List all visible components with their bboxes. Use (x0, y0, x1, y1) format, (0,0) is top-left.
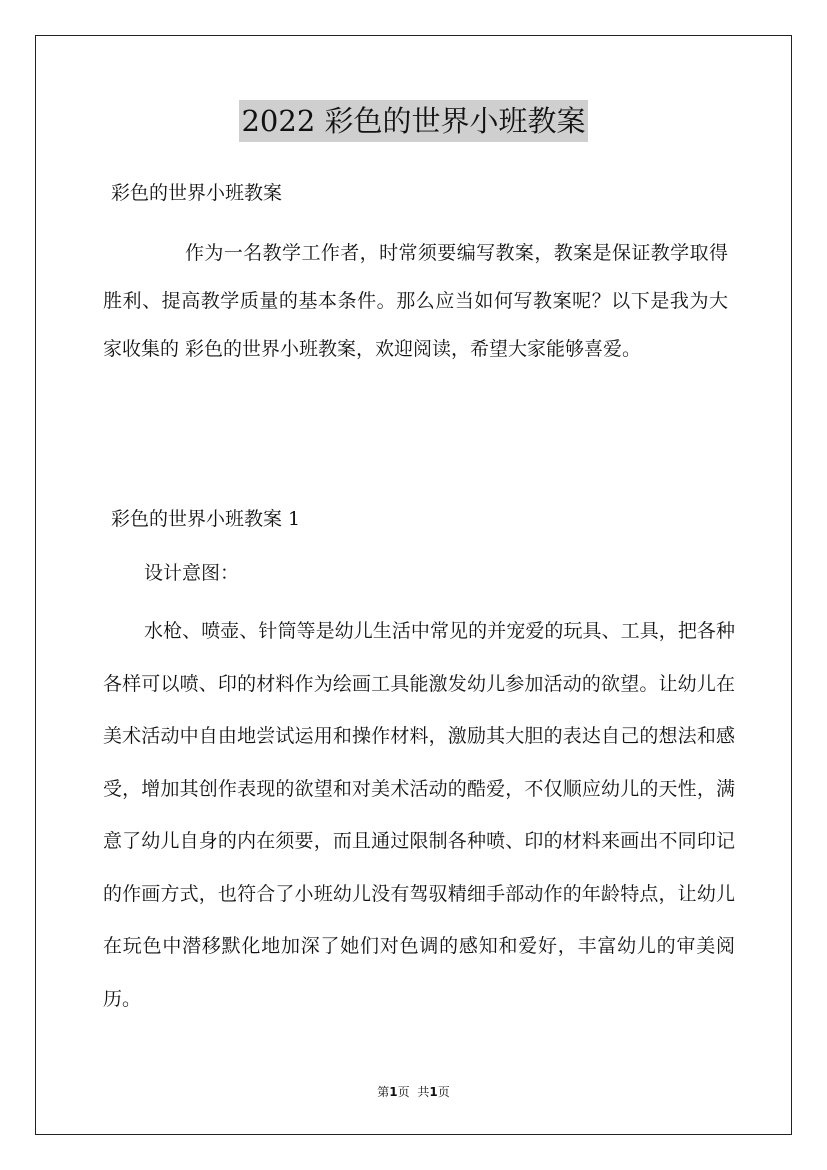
title-container (0, 100, 827, 142)
design-intent-label: 设计意图： (144, 562, 240, 584)
intro-paragraph: 作为一名教学工作者，时常须要编写教案，教案是保证教学取得胜利、提高教学质量的基本条件。那么应当如何写教案呢？以下是我为大家收集的 彩色的世界小班教案，欢迎阅读，希望大家能够喜爱。 (103, 242, 728, 360)
design-intent-paragraph: 水枪、喷壶、针筒等是幼儿生活中常见的并宠爱的玩具、工具，把各种各样可以喷、印的材料作为绘画工具能激发幼儿参加活动的欲望。让幼儿在美术活动中自由地尝试运用和操作材料，激励其大胆的表达自己的想法和感受，增加其创作表现的欲望和对美术活动的酷爱，不仅顺应幼儿的天性，满意了幼儿自身的内在须要，而且通过限制各种喷、印的材料来画出不同印记的作画方式，也符合了小班幼儿没有驾驭精细手部动作的年龄特点，让幼儿在玩色中潜移默化地加深了她们对色调的感知和爱好，丰富幼儿的审美阅历。 (103, 620, 735, 1010)
footer-total-suffix: 页 (437, 1085, 450, 1099)
document-subtitle: 彩色的世界小班教案 (111, 182, 283, 204)
footer-page-prefix: 第 (377, 1085, 390, 1099)
footer-total-prefix: 共 (417, 1085, 430, 1099)
document-title: 2022 彩色的世界小班教案 (239, 100, 587, 142)
page-footer (0, 1083, 827, 1101)
footer-page-suffix: 页 (397, 1085, 410, 1099)
section-heading: 彩色的世界小班教案 1 (111, 508, 301, 530)
footer-page-number: 1 (389, 1085, 398, 1099)
footer-total-number: 1 (429, 1085, 438, 1099)
